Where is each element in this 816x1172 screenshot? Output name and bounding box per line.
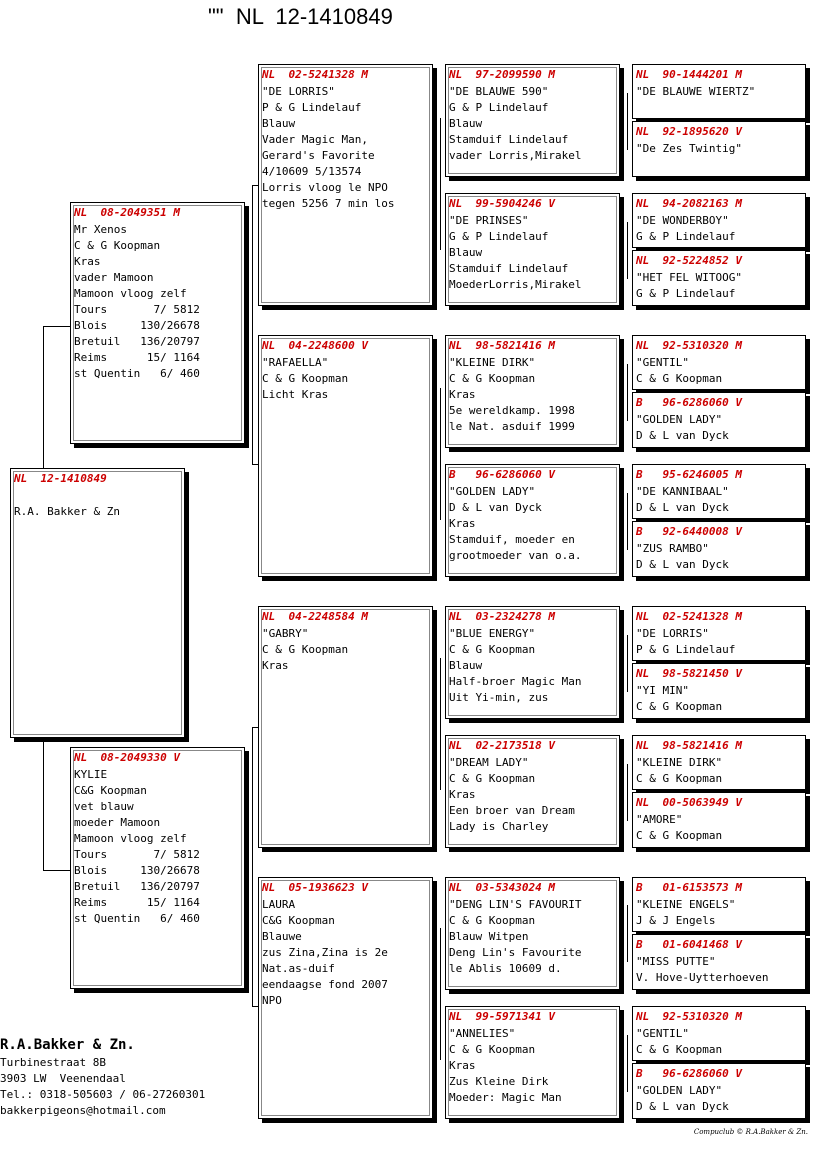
pigeon-card-g1[interactable] <box>632 64 806 119</box>
pigeon-card-ffm[interactable] <box>445 193 620 306</box>
pigeon-card-g8[interactable] <box>632 521 806 577</box>
pigeon-card-fff[interactable] <box>445 64 620 177</box>
ring-number: NL 04-2248600 V <box>262 339 368 352</box>
pigeon-card-mm[interactable] <box>258 877 433 1119</box>
pigeon-info: "AMORE" C & G Koopman <box>636 813 723 842</box>
connector-line <box>43 870 71 871</box>
connector-line <box>440 928 441 1060</box>
ring-number: NL 99-5904246 V <box>449 197 555 210</box>
pigeon-card-g16[interactable] <box>632 1063 806 1119</box>
pigeon-info: "DE BLAUWE WIERTZ" <box>636 85 756 98</box>
connector-line <box>43 326 71 327</box>
ring-number: NL 92-5310320 M <box>636 1010 742 1023</box>
connector-line <box>627 364 628 421</box>
pigeon-card-fm[interactable] <box>258 335 433 577</box>
connector-line <box>43 326 44 469</box>
ring-number: NL 02-2173518 V <box>449 739 555 752</box>
ring-number: NL 97-2099590 M <box>449 68 555 81</box>
ring-number: NL 92-1895620 V <box>636 125 742 138</box>
ring-number: NL 98-5821416 M <box>636 739 742 752</box>
connector-line <box>440 118 441 250</box>
pigeon-card-mmm[interactable] <box>445 1006 620 1119</box>
pigeon-card-fmm[interactable] <box>445 464 620 577</box>
pigeon-info: LAURA C&G Koopman Blauwe zus Zina,Zina is 2e Nat.as-duif eendaagse fond 2007 NPO <box>262 898 388 1007</box>
ring-number: NL 04-2248584 M <box>262 610 368 623</box>
ring-number: NL 02-5241328 M <box>262 68 368 81</box>
pigeon-card-mmf[interactable] <box>445 877 620 990</box>
ring-number: NL 12-1410849 <box>14 472 107 485</box>
pigeon-card-g2[interactable] <box>632 121 806 177</box>
pigeon-card-g11[interactable] <box>632 735 806 790</box>
connector-line <box>627 764 628 821</box>
ring-number: NL 99-5971341 V <box>449 1010 555 1023</box>
pigeon-info: "KLEINE ENGELS" J & J Engels <box>636 898 736 927</box>
breeder-contact <box>0 1035 205 1119</box>
connector-line <box>627 93 628 150</box>
ring-number: NL 98-5821416 M <box>449 339 555 352</box>
pigeon-info: "GABRY" C & G Koopman Kras <box>262 627 349 672</box>
pigeon-card-mf[interactable] <box>258 606 433 848</box>
ring-number: NL 02-5241328 M <box>636 610 742 623</box>
pigeon-info: "DREAM LADY" C & G Koopman Kras Een broer van Dream Lady is Charley <box>449 756 575 833</box>
pigeon-info: "GOLDEN LADY" D & L van Dyck Kras Stamduif, moeder en grootmoeder van o.a. <box>449 485 582 562</box>
ring-number: B 95-6246005 M <box>636 468 742 481</box>
breeder-email[interactable]: bakkerpigeons@hotmail.com <box>0 1104 166 1117</box>
pigeon-info: KYLIE C&G Koopman vet blauw moeder Mamoon Mamoon vloog zelf Tours 7/ 5812 Blois 130/26678 Bretuil 136/20797 Reims 15/ 1164 st Quentin 6/ 460 <box>74 768 200 925</box>
pigeon-card-g7[interactable] <box>632 464 806 519</box>
pigeon-info: "De Zes Twintig" <box>636 142 742 155</box>
pigeon-info: "BLUE ENERGY" C & G Koopman Blauw Half-broer Magic Man Uit Yi-min, zus <box>449 627 582 704</box>
pigeon-card-mff[interactable] <box>445 606 620 719</box>
ring-number: NL 98-5821450 V <box>636 667 742 680</box>
pigeon-card-fmf[interactable] <box>445 335 620 448</box>
pigeon-info: "GENTIL" C & G Koopman <box>636 1027 723 1056</box>
ring-number: NL 90-1444201 M <box>636 68 742 81</box>
pigeon-card-ff[interactable] <box>258 64 433 306</box>
ring-number: NL 08-2049330 V <box>74 751 180 764</box>
ring-number: B 96-6286060 V <box>636 396 742 409</box>
ring-number: B 92-6440008 V <box>636 525 742 538</box>
breeder-phone: Tel.: 0318-505603 / 06-27260301 <box>0 1088 206 1101</box>
pigeon-info: "KLEINE DIRK" C & G Koopman Kras 5e wereldkamp. 1998 le Nat. asduif 1999 <box>449 356 575 433</box>
breeder-street: Turbinestraat 8B <box>0 1056 106 1069</box>
ring-number: B 01-6041468 V <box>636 938 742 951</box>
pigeon-info: "GENTIL" C & G Koopman <box>636 356 723 385</box>
connector-line <box>627 222 628 279</box>
ring-number: NL 92-5224852 V <box>636 254 742 267</box>
pedigree-title: "" NL 12-1410849 <box>208 4 393 29</box>
pigeon-card-g15[interactable] <box>632 1006 806 1061</box>
pigeon-card-mother[interactable] <box>70 747 245 989</box>
pigeon-info: "DE LORRIS" P & G Lindelauf Blauw Vader Magic Man, Gerard's Favorite 4/10609 5/13574 Lorris vloog le NPO tegen 5256 7 min los <box>262 85 395 210</box>
pigeon-info: "ANNELIES" C & G Koopman Kras Zus Kleine Dirk Moeder: Magic Man <box>449 1027 562 1104</box>
software-credit: Compuclub © R.A.Bakker & Zn. <box>693 1128 808 1136</box>
pigeon-card-g6[interactable] <box>632 392 806 448</box>
pigeon-card-father[interactable] <box>70 202 245 444</box>
ring-number: NL 94-2082163 M <box>636 197 742 210</box>
pigeon-info: "DENG LIN'S FAVOURIT C & G Koopman Blauw Witpen Deng Lin's Favourite le Ablis 10609 d. <box>449 898 582 975</box>
pigeon-card-g10[interactable] <box>632 663 806 719</box>
pigeon-card-g9[interactable] <box>632 606 806 661</box>
pigeon-info: "ZUS RAMBO" D & L van Dyck <box>636 542 729 571</box>
breeder-city: 3903 LW Veenendaal <box>0 1072 126 1085</box>
connector-line <box>440 388 441 520</box>
ring-number: NL 00-5063949 V <box>636 796 742 809</box>
ring-number: B 96-6286060 V <box>636 1067 742 1080</box>
pigeon-card-g13[interactable] <box>632 877 806 932</box>
connector-line <box>627 635 628 692</box>
pigeon-info: "DE LORRIS" P & G Lindelauf <box>636 627 736 656</box>
pigeon-info: R.A. Bakker & Zn <box>14 505 120 518</box>
connector-line <box>252 185 253 465</box>
ring-number: NL 03-5343024 M <box>449 881 555 894</box>
pigeon-card-g5[interactable] <box>632 335 806 390</box>
connector-line <box>627 493 628 550</box>
ring-number: NL 92-5310320 M <box>636 339 742 352</box>
pigeon-info: "HET FEL WITOOG" G & P Lindelauf <box>636 271 742 300</box>
pigeon-info: "DE BLAUWE 590" G & P Lindelauf Blauw Stamduif Lindelauf vader Lorris,Mirakel <box>449 85 582 162</box>
breeder-name: R.A.Bakker & Zn. <box>0 1037 135 1053</box>
pigeon-info: "KLEINE DIRK" C & G Koopman <box>636 756 723 785</box>
pigeon-card-g4[interactable] <box>632 250 806 306</box>
pigeon-info: "YI MIN" C & G Koopman <box>636 684 723 713</box>
pigeon-card-g14[interactable] <box>632 934 806 990</box>
pigeon-info: "DE PRINSES" G & P Lindelauf Blauw Stamduif Lindelauf MoederLorris,Mirakel <box>449 214 582 291</box>
ring-number: B 96-6286060 V <box>449 468 555 481</box>
pigeon-card-g3[interactable] <box>632 193 806 248</box>
ring-number: NL 03-2324278 M <box>449 610 555 623</box>
ring-number: NL 05-1936623 V <box>262 881 368 894</box>
connector-line <box>252 727 253 1007</box>
pigeon-info: "RAFAELLA" C & G Koopman Licht Kras <box>262 356 349 401</box>
pigeon-info: Mr Xenos C & G Koopman Kras vader Mamoon Mamoon vloog zelf Tours 7/ 5812 Blois 130/26678 Bretuil 136/20797 Reims 15/ 1164 st Quentin 6/ 460 <box>74 223 200 380</box>
pigeon-info: "DE WONDERBOY" G & P Lindelauf <box>636 214 736 243</box>
pigeon-card-g12[interactable] <box>632 792 806 848</box>
pigeon-info: "GOLDEN LADY" D & L van Dyck <box>636 1084 729 1113</box>
ring-number: B 01-6153573 M <box>636 881 742 894</box>
pigeon-info: "DE KANNIBAAL" D & L van Dyck <box>636 485 729 514</box>
ring-number: NL 08-2049351 M <box>74 206 180 219</box>
pigeon-card-root[interactable] <box>10 468 185 738</box>
connector-line <box>627 905 628 962</box>
pigeon-card-mfm[interactable] <box>445 735 620 848</box>
connector-line <box>627 1035 628 1092</box>
pigeon-info: "GOLDEN LADY" D & L van Dyck <box>636 413 729 442</box>
pigeon-info: "MISS PUTTE" V. Hove-Uytterhoeven <box>636 955 769 984</box>
connector-line <box>440 658 441 790</box>
